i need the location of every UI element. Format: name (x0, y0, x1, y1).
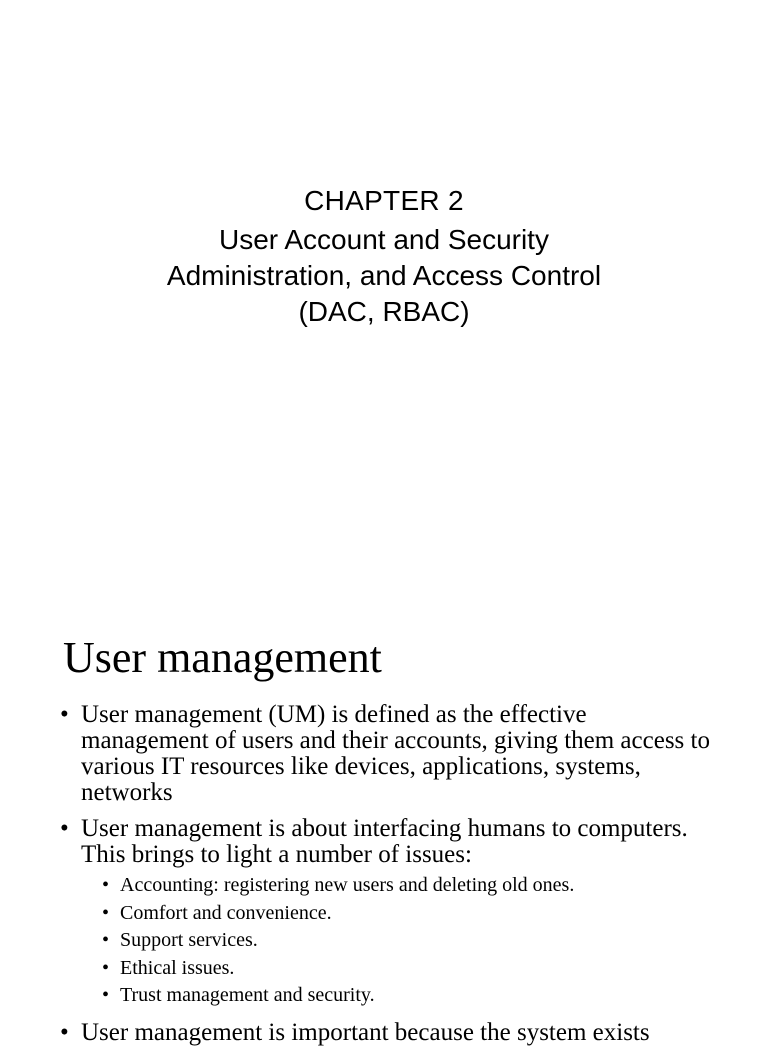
bullet-icon: • (60, 701, 69, 728)
bullet-icon: • (60, 1018, 69, 1046)
bullet-icon: • (60, 815, 69, 842)
bullet-icon: • (102, 874, 110, 896)
sub-bullet-text: Accounting: registering new users and deleting old ones. (120, 874, 575, 896)
bullet-text: User management is important because the system exists (81, 1018, 650, 1046)
chapter-title-line: (DAC, RBAC) (298, 296, 470, 327)
bullet-item (60, 702, 710, 806)
bullet-item (60, 1020, 710, 1046)
chapter-label: CHAPTER 2 (304, 185, 464, 216)
user-management-slide (0, 600, 768, 1046)
section-heading: User management (63, 633, 382, 682)
sub-bullet-item (102, 872, 710, 900)
sub-bullet-text: Ethical issues. (120, 956, 235, 979)
sub-bullet-item (102, 982, 710, 1010)
bullet-icon: • (102, 929, 110, 951)
bullet-item (60, 816, 710, 1010)
bullet-list (60, 702, 710, 1056)
sub-bullet-text: Support services. (120, 929, 258, 951)
sub-bullet-item (102, 927, 710, 955)
sub-bullet-item (102, 900, 710, 928)
bullet-icon: • (102, 956, 110, 979)
sub-bullet-text: Comfort and convenience. (120, 901, 332, 924)
sub-bullet-text: Trust management and security. (120, 984, 375, 1006)
sub-bullet-item (102, 955, 710, 983)
bullet-icon: • (102, 901, 110, 924)
bullet-icon: • (102, 984, 110, 1006)
chapter-title-line: User Account and Security (219, 224, 549, 255)
bullet-text: User management (UM) is defined as the effective management of users and their accounts, giving them access to various IT resources like devices, applications, systems, networks (81, 701, 710, 806)
chapter-title-line: Administration, and Access Control (166, 260, 602, 291)
sub-bullet-list (81, 872, 710, 1010)
chapter-title (0, 222, 768, 330)
bullet-text: User management is about interfacing humans to computers. This brings to light a number of issues: (81, 815, 688, 868)
